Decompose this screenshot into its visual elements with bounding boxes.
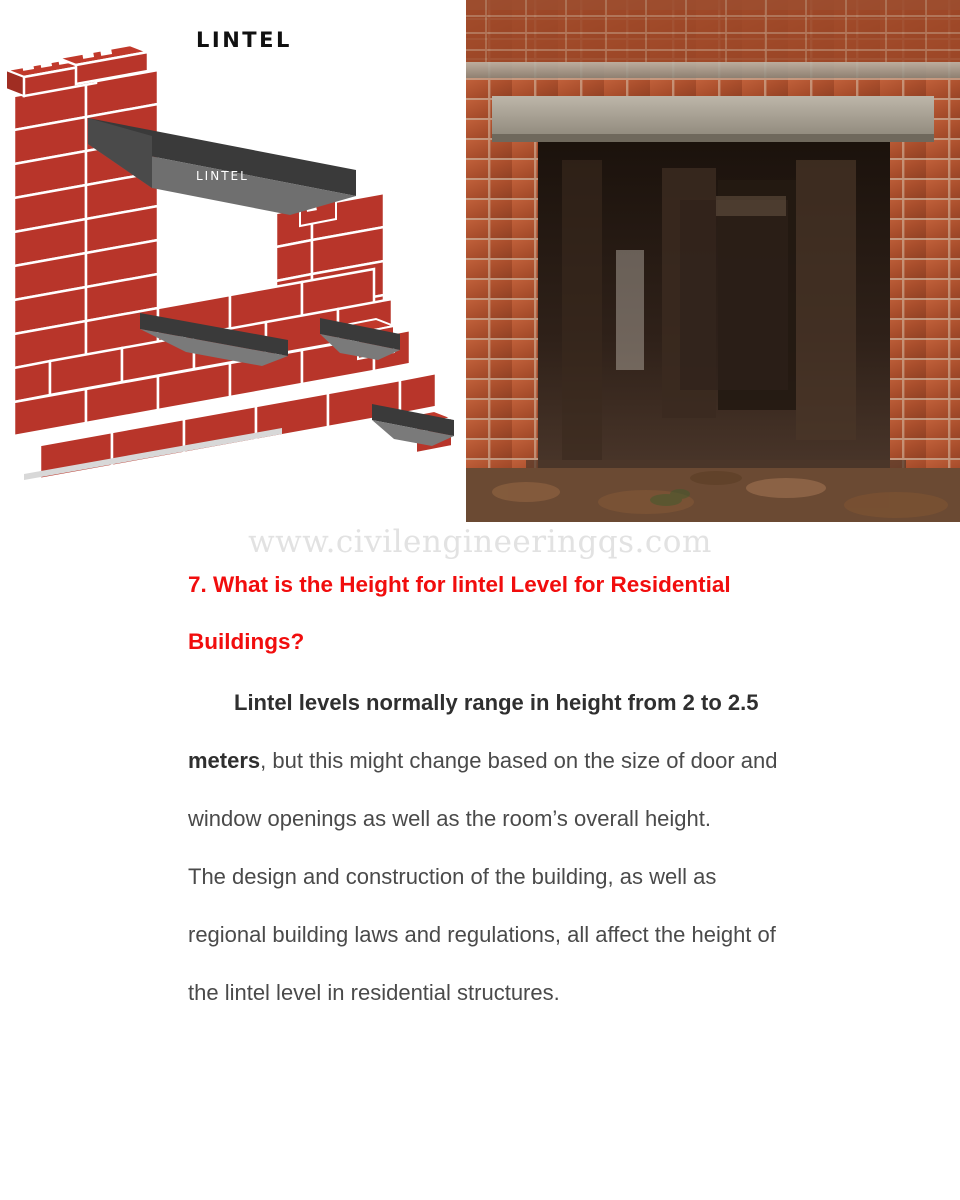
media-band: [0, 0, 960, 522]
construction-photo-svg: [466, 0, 960, 522]
paragraph-2: The design and construction of the building, as well as regional building laws and regulations, all affect the height of the lintel level in residential structures.: [188, 864, 776, 1005]
question-heading: 7. What is the Height for lintel Level for Residential Buildings?: [188, 572, 731, 654]
lintel-diagram: [0, 0, 466, 522]
lintel-diagram-svg: [0, 0, 466, 522]
lintel-beam-label: LINTEL: [196, 169, 249, 183]
site-watermark: www.civilengineeringqs.com: [248, 524, 712, 560]
article-content: [188, 556, 788, 1022]
paragraph-1: [188, 674, 788, 848]
paragraph-1-bold: Lintel levels normally range in height from 2 to 2.5 meters: [188, 690, 759, 773]
construction-photo: [466, 0, 960, 522]
paragraph-1-rest: , but this might change based on the size of door and window openings as well as the room’s overall height.: [188, 748, 778, 831]
diagram-title: LINTEL: [196, 28, 292, 52]
